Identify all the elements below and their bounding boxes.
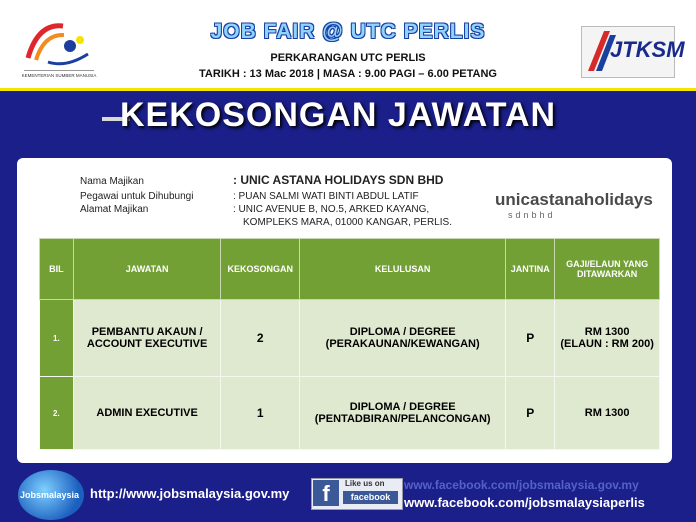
jobsmalaysia-logo-text: Jobsmalaysia [20,490,80,500]
row-kelulusan-line-2: (PENTADBIRAN/PELANCONGAN) [314,413,491,425]
row-jawatan [73,300,221,377]
row-kelulusan-line-2: (PERAKAUNAN/KEWANGAN) [325,338,480,350]
row-gaji-line-1: RM 1300 [584,326,630,338]
col-jawatan: JAWATAN [73,239,221,300]
row-kelulusan-line-1: DIPLOMA / DEGREE [349,326,456,338]
facebook-ghost-link[interactable]: www.facebook.com/jobsmalaysia.gov.my [404,478,639,492]
col-jantina: JANTINA [506,239,555,300]
page-title: KEKOSONGAN JAWATAN [120,96,557,134]
jtksm-logo-text: JTKSM [610,37,685,62]
employer-address-line-1: : UNIC AVENUE B, NO.5, ARKED KAYANG, [233,204,430,215]
col-gaji: GAJI/ELAUN YANG DITAWARKAN [555,239,660,300]
row-gaji: RM 1300 [555,377,660,450]
row-kekosongan: 1 [221,377,300,450]
table-row [40,300,660,377]
row-gaji-line-2: (ELAUN : RM 200) [560,338,654,350]
row-gaji [555,300,660,377]
employer-contact-value: : PUAN SALMI WATI BINTI ABDUL LATIF [233,191,419,202]
website-link[interactable]: http://www.jobsmalaysia.gov.my [90,486,290,501]
row-jantina: P [506,377,555,450]
row-kekosongan: 2 [221,300,300,377]
row-jantina: P [506,300,555,377]
facebook-link[interactable]: www.facebook.com/jobsmalaysiaperlis [404,495,645,510]
event-title: JOB FAIR @ UTC PERLIS [210,20,486,43]
employer-address-label: Alamat Majikan [80,204,149,215]
row-kelulusan-line-1: DIPLOMA / DEGREE [349,401,456,413]
row-jawatan-line-2: ACCOUNT EXECUTIVE [86,338,208,350]
col-kelulusan: KELULUSAN [299,239,505,300]
event-datetime: TARIKH : 13 Mac 2018 | MASA : 9.00 PAGI – 6.00 PETANG [199,68,497,80]
table-header-row [40,239,660,300]
employer-name-value: : UNIC ASTANA HOLIDAYS SDN BHD [233,173,444,187]
row-bil: 1. [40,300,74,377]
company-logo: unicastanaholidays [495,190,653,209]
employer-name-label: Nama Majikan [80,176,144,187]
row-jawatan: ADMIN EXECUTIVE [73,377,221,450]
employer-contact-label: Pegawai untuk Dihubungi [80,191,194,202]
vacancy-table [39,238,660,450]
row-kelulusan [299,300,505,377]
ministry-logo-text: KEMENTERIAN SUMBER MANUSIA [21,73,97,78]
table-row [40,377,660,450]
row-kelulusan [299,377,505,450]
event-location: PERKARANGAN UTC PERLIS [270,52,426,64]
facebook-name: facebook [343,491,398,504]
col-kekosongan: KEKOSONGAN [221,239,300,300]
header-divider [0,88,696,91]
col-bil: BIL [40,239,74,300]
row-bil: 2. [40,377,74,450]
company-logo-sub: sdnbhd [508,210,556,220]
employer-address-line-2: KOMPLEKS MARA, 01000 KANGAR, PERLIS. [243,217,452,228]
row-jawatan-line-1: PEMBANTU AKAUN / [91,326,203,338]
facebook-like-text: Like us on [345,479,385,488]
facebook-icon: f [313,480,339,506]
